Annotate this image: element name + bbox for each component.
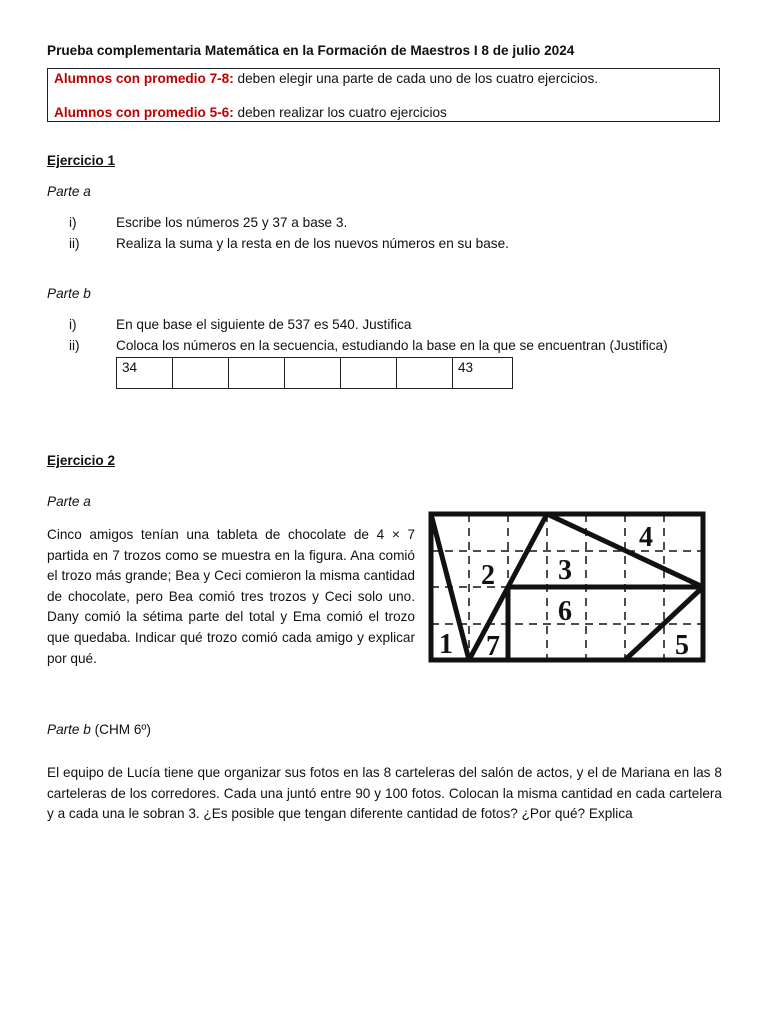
instruction-text-2: deben realizar los cuatro ejercicios (233, 105, 447, 120)
ejercicio-1-heading: Ejercicio 1 (47, 153, 116, 168)
figure-label: 7 (486, 631, 500, 662)
sequence-table (116, 357, 513, 389)
sequence-cell[interactable] (397, 358, 453, 389)
ej2-parte-b-text: El equipo de Lucía tiene que organizar sus fotos en las 8 carteleras del salón de actos, y el de Mariana en las 8 carteleras de los corredores. Cada una juntó entre 90 y 100 fotos. Colocan la misma cantidad en cada cartelera y a cada una le sobran 3. ¿Es posible que tengan diferente cantidad de fotos? ¿Por qué? Explica (47, 765, 722, 822)
sequence-cell[interactable] (173, 358, 229, 389)
figure-cut-lines (431, 514, 703, 660)
instruction-text-1: deben elegir una parte de cada uno de los cuatro ejercicios. (233, 71, 599, 86)
ej2-parte-b-header (47, 722, 151, 737)
ej1b-item-2-num: ii) (69, 338, 80, 353)
ej2-parte-b-label: Parte b (47, 722, 91, 737)
sequence-cell[interactable] (229, 358, 285, 389)
figure-label: 6 (558, 596, 572, 627)
chocolate-bar-figure (428, 511, 708, 664)
figure-label: 2 (481, 560, 495, 591)
ej2-parte-a-text: Cinco amigos tenían una tableta de chocolate de 4 × 7 partida en 7 trozos como se muestra en la figura. Ana comió el trozo más grande; Bea y Ceci comieron la misma cantidad de chocolate, pero Bea comió tres trozos y Ceci solo uno. Dany comió la sétima parte del total y Ema comió el trozo que quedaba. Indicar qué trozo comió cada amigo y explicar por qué. (47, 527, 415, 666)
figure-label: 1 (439, 629, 453, 660)
instruction-line-2 (54, 105, 447, 120)
ej1b-item-1-num: i) (69, 317, 77, 332)
ej1-parte-a-label: Parte a (47, 184, 91, 199)
ej1-parte-b-label: Parte b (47, 286, 91, 301)
ej1b-item-2-text: Coloca los números en la secuencia, estudiando la base en la que se encuentran (Justifica) (116, 338, 668, 353)
ej1a-item-2-text: Realiza la suma y la resta en de los nuevos números en su base. (116, 236, 509, 251)
ejercicio-2-heading: Ejercicio 2 (47, 453, 116, 468)
ej1a-item-1-num: i) (69, 215, 77, 230)
ej1a-item-2-num: ii) (69, 236, 80, 251)
sequence-cell[interactable] (341, 358, 397, 389)
figure-label: 4 (639, 522, 653, 553)
instructions-box (47, 68, 720, 122)
instruction-line-1 (54, 71, 598, 86)
sequence-cell[interactable]: 34 (117, 358, 173, 389)
ej2-parte-a-label: Parte a (47, 494, 91, 509)
page-title: Prueba complementaria Matemática en la Formación de Maestros I 8 de julio 2024 (47, 43, 575, 58)
ej1a-item-1-text: Escribe los números 25 y 37 a base 3. (116, 215, 348, 230)
sequence-row (117, 358, 513, 389)
figure-label: 5 (675, 630, 689, 661)
figure-label: 3 (558, 555, 572, 586)
sequence-cell[interactable] (285, 358, 341, 389)
sequence-cell[interactable]: 43 (453, 358, 513, 389)
ej1b-item-1-text: En que base el siguiente de 537 es 540. Justifica (116, 317, 412, 332)
instruction-label-1: Alumnos con promedio 7-8: (54, 71, 234, 86)
ej2-parte-b-suffix: (CHM 6º) (90, 722, 151, 737)
instruction-label-2: Alumnos con promedio 5-6: (54, 105, 234, 120)
